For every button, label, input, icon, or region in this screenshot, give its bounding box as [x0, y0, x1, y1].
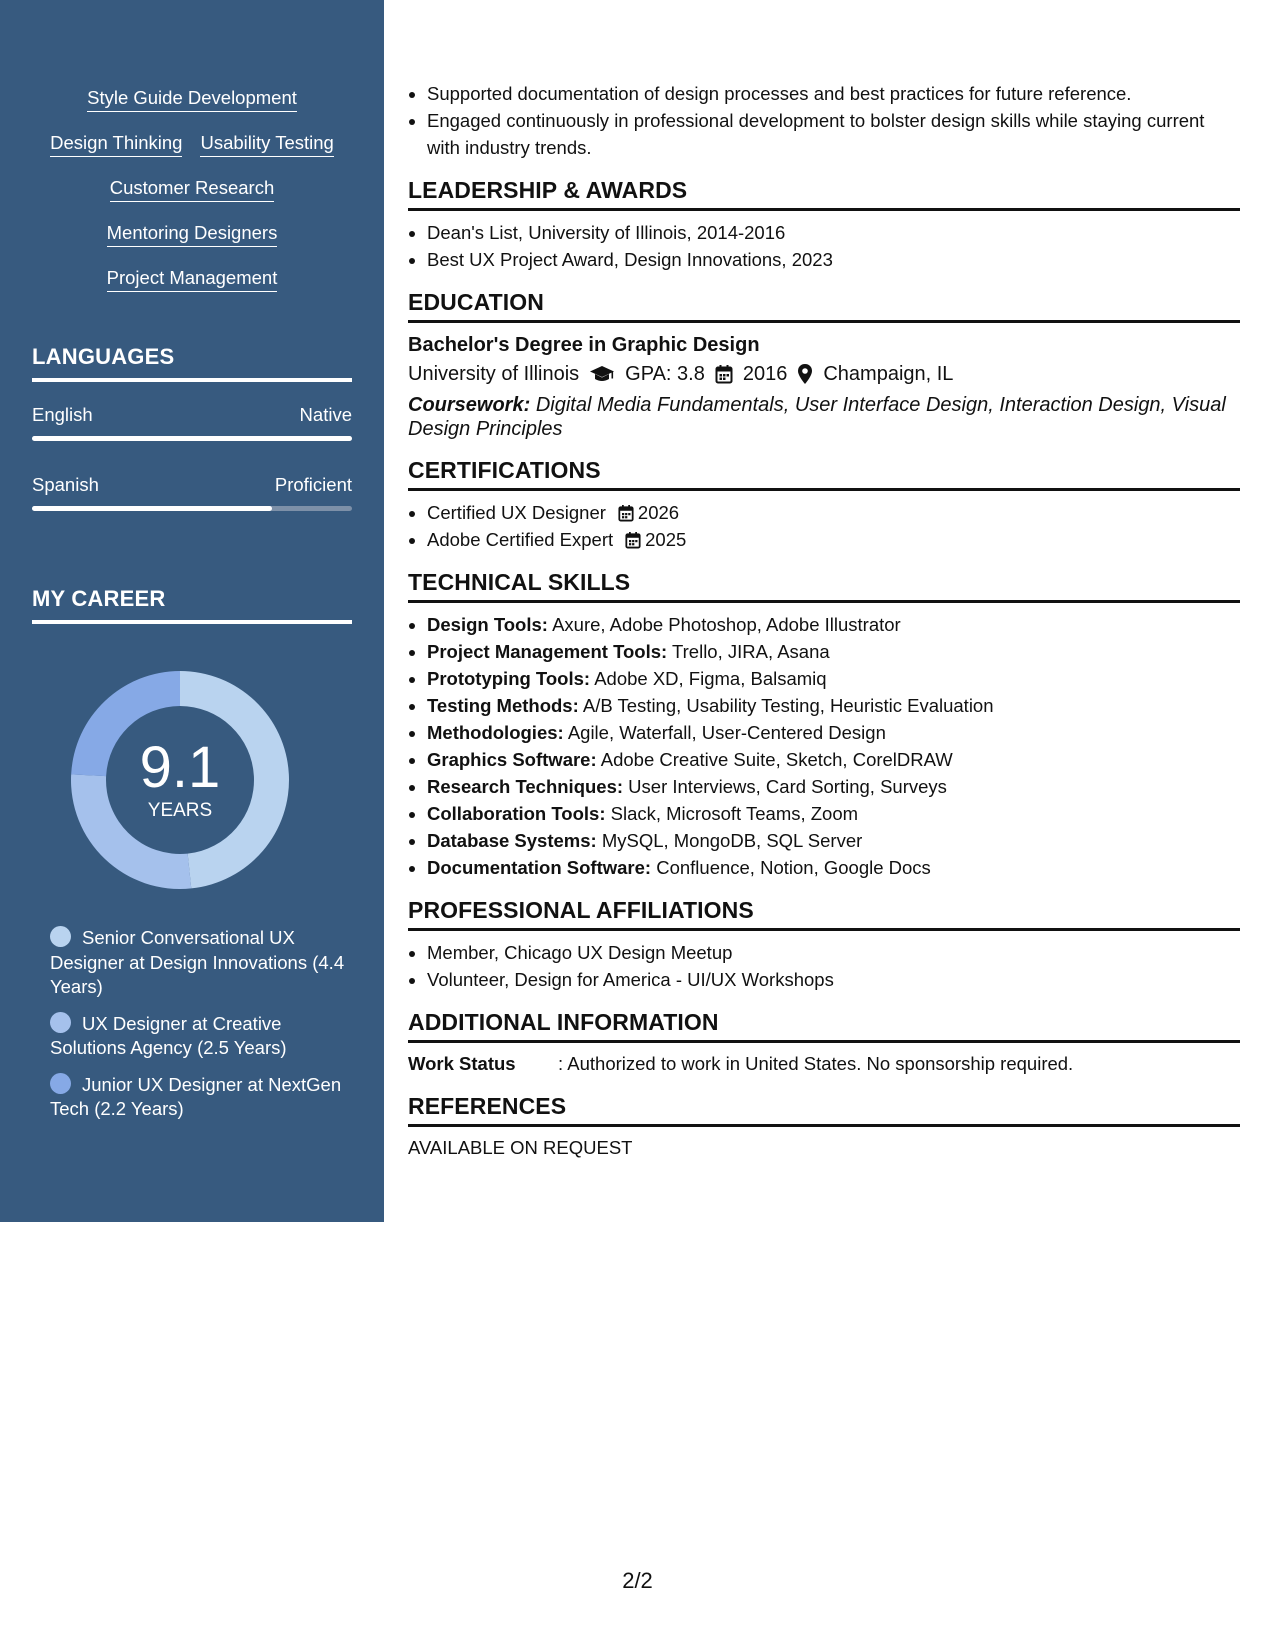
- skill-row: [32, 86, 352, 131]
- technical-skills-title: TECHNICAL SKILLS: [408, 569, 1240, 603]
- school-name: University of Illinois: [408, 363, 580, 385]
- skill-label: Graphics Software:: [427, 749, 597, 770]
- career-total-years: 9.1: [139, 735, 221, 800]
- list-item: [427, 719, 1240, 746]
- gpa: GPA: 3.8: [625, 363, 705, 385]
- career-item: [50, 926, 350, 1000]
- skill-label: Documentation Software:: [427, 857, 652, 878]
- skill-tag: Design Thinking: [50, 131, 182, 157]
- list-item: [427, 854, 1240, 881]
- affiliations-list: [408, 939, 1240, 993]
- language-name: Spanish: [32, 474, 99, 495]
- career-dot-icon: [50, 1073, 71, 1094]
- language-bar-fill: [32, 436, 352, 441]
- list-item: • Engaged continuously in professional development to bolster design skills while staying current with industry trends.: [427, 107, 1240, 161]
- leadership-list: [408, 219, 1240, 273]
- references-title: REFERENCES: [408, 1093, 1240, 1127]
- certifications-title: CERTIFICATIONS: [408, 457, 1240, 491]
- certifications-list: [408, 499, 1240, 553]
- language-name: English: [32, 404, 93, 425]
- career-item: [50, 1012, 350, 1061]
- career-item-text: Senior Conversational UX Designer at Design Innovations (4.4 Years): [50, 927, 345, 997]
- coursework: [408, 393, 1240, 441]
- technical-skills-list: [408, 611, 1240, 881]
- list-item: • Member, Chicago UX Design Meetup: [427, 939, 1240, 966]
- school-location: Champaign, IL: [823, 363, 954, 385]
- skill-label: Design Tools:: [427, 614, 548, 635]
- skill-value: MySQL, MongoDB, SQL Server: [601, 830, 863, 851]
- coursework-label: Coursework:: [408, 394, 531, 416]
- skill-label: Collaboration Tools:: [427, 803, 606, 824]
- skill-value: Adobe XD, Figma, Balsamiq: [594, 668, 827, 689]
- language-level: Native: [299, 404, 352, 425]
- work-status-value: : Authorized to work in United States. No sponsorship required.: [558, 1053, 1074, 1074]
- skill-tag: Customer Research: [110, 176, 275, 202]
- sidebar: [0, 0, 384, 1222]
- experience-bullets: [408, 80, 1240, 161]
- career-title: MY CAREER: [32, 586, 352, 624]
- skill-tag: Usability Testing: [200, 131, 333, 157]
- work-status-label: Work Status: [408, 1053, 516, 1074]
- language-bar-fill: [32, 506, 272, 511]
- graduation-year: 2016: [742, 363, 788, 385]
- skill-value: Axure, Adobe Photoshop, Adobe Illustrator: [552, 614, 901, 635]
- career-item-text: UX Designer at Creative Solutions Agency (2.5 Years): [50, 1012, 287, 1058]
- career-list: [50, 926, 350, 1134]
- certification-year: 2025: [645, 529, 687, 550]
- career-item-text: Junior UX Designer at NextGen Tech (2.2 Years): [50, 1073, 342, 1119]
- language-spanish: [32, 474, 352, 511]
- language-english: [32, 404, 352, 441]
- certification-name: Certified UX Designer: [427, 502, 606, 523]
- skill-label: Research Techniques:: [427, 776, 624, 797]
- certification-year: 2026: [637, 502, 680, 523]
- list-item: [427, 638, 1240, 665]
- education-title: EDUCATION: [408, 289, 1240, 323]
- career-item: [50, 1073, 350, 1122]
- list-item: [427, 499, 1240, 526]
- location-pin-icon: [797, 363, 813, 385]
- skill-value: Adobe Creative Suite, Sketch, CorelDRAW: [600, 749, 953, 770]
- skill-label: Prototyping Tools:: [427, 668, 591, 689]
- list-item: • Volunteer, Design for America - UI/UX Workshops: [427, 966, 1240, 993]
- affiliations-title: PROFESSIONAL AFFILIATIONS: [408, 897, 1240, 931]
- language-bar: [32, 506, 352, 511]
- skill-value: User Interviews, Card Sorting, Surveys: [628, 776, 947, 797]
- career-years-unit: YEARS: [147, 800, 213, 821]
- degree-name: Bachelor's Degree in Graphic Design: [408, 334, 760, 356]
- certification-name: Adobe Certified Expert: [427, 529, 614, 550]
- additional-info-title: ADDITIONAL INFORMATION: [408, 1009, 1240, 1043]
- coursework-text: Digital Media Fundamentals, User Interface Design, Interaction Design, Visual Design Principles: [408, 394, 1226, 440]
- skill-label: Testing Methods:: [427, 695, 579, 716]
- list-item: [427, 746, 1240, 773]
- work-status-row: [408, 1051, 1240, 1077]
- skill-label: Methodologies:: [427, 722, 564, 743]
- skill-tag: Project Management: [107, 266, 278, 292]
- calendar-icon: [625, 531, 641, 549]
- list-item: [427, 665, 1240, 692]
- graduation-cap-icon: [589, 364, 615, 384]
- skill-value: Confluence, Notion, Google Docs: [656, 857, 931, 878]
- main-content: [408, 80, 1240, 1161]
- career-dot-icon: [50, 1012, 71, 1033]
- language-bar: [32, 436, 352, 441]
- skill-value: Trello, JIRA, Asana: [672, 641, 830, 662]
- skill-value: Slack, Microsoft Teams, Zoom: [610, 803, 859, 824]
- list-item: [427, 800, 1240, 827]
- skill-row: [32, 131, 352, 176]
- skill-label: Database Systems:: [427, 830, 597, 851]
- language-level: Proficient: [274, 474, 352, 495]
- list-item: [427, 773, 1240, 800]
- skill-tag: Style Guide Development: [87, 86, 297, 112]
- calendar-icon: [715, 364, 733, 384]
- education-meta: [408, 359, 1240, 389]
- list-item: [427, 611, 1240, 638]
- skill-tag: Mentoring Designers: [107, 221, 278, 247]
- languages-title: LANGUAGES: [32, 344, 352, 382]
- skill-label: Project Management Tools:: [427, 641, 668, 662]
- skill-row: [32, 221, 352, 266]
- list-item: [427, 827, 1240, 854]
- list-item: [427, 526, 1240, 553]
- page-number: 2/2: [622, 1568, 653, 1593]
- list-item: • Dean's List, University of Illinois, 2014-2016: [427, 219, 1240, 246]
- list-item: • Supported documentation of design processes and best practices for future reference.: [427, 80, 1240, 107]
- skills-list: [32, 86, 352, 311]
- references-text: AVAILABLE ON REQUEST: [408, 1137, 633, 1158]
- skill-value: Agile, Waterfall, User-Centered Design: [567, 722, 886, 743]
- career-dot-icon: [50, 926, 71, 947]
- skill-row: [32, 176, 352, 221]
- leadership-title: LEADERSHIP & AWARDS: [408, 177, 1240, 211]
- skill-row: [32, 266, 352, 311]
- list-item: [427, 692, 1240, 719]
- list-item: • Best UX Project Award, Design Innovations, 2023: [427, 246, 1240, 273]
- skill-value: A/B Testing, Usability Testing, Heuristic Evaluation: [582, 695, 994, 716]
- calendar-icon: [618, 504, 634, 522]
